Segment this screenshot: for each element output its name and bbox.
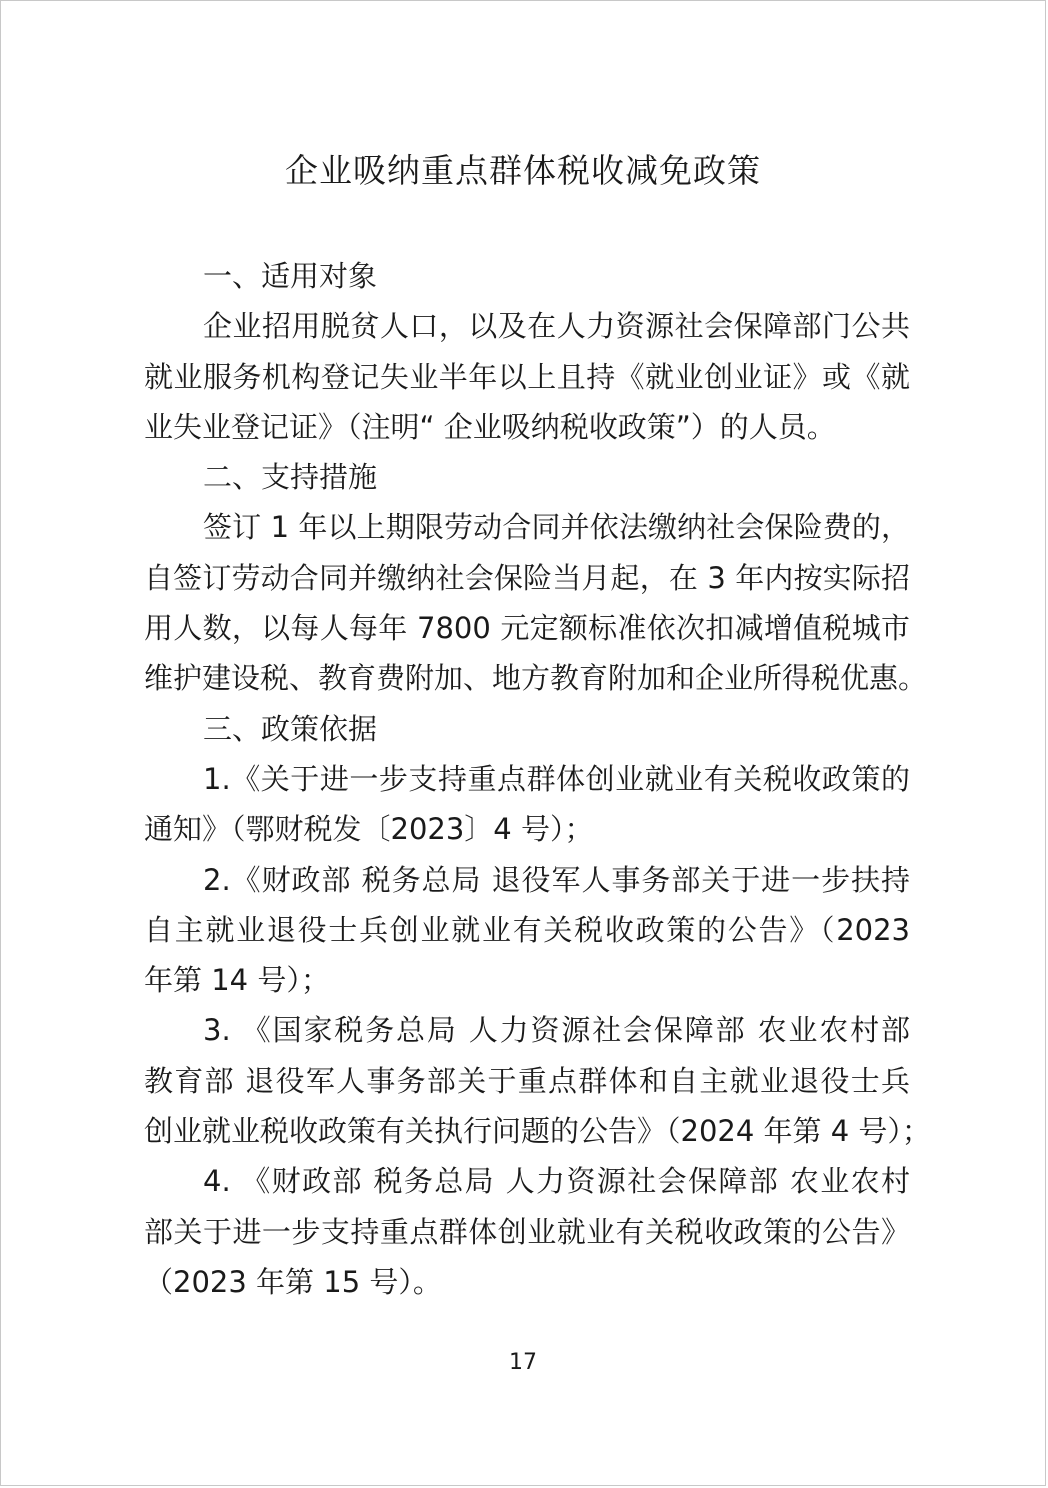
policy-item-line: 通知》（鄂财税发〔2023〕4 号）； (144, 812, 594, 847)
policy-item-line: 4. 《财政部 税务总局 人力资源社会保障部 农业农村 (203, 1164, 910, 1199)
paragraph-line: 签订 1 年以上期限劳动合同并依法缴纳社会保险费的， (203, 510, 910, 545)
policy-item-line: （2023 年第 15 号）。 (144, 1264, 442, 1299)
paragraph-line: 用人数，以每人每年 7800 元定额标准依次扣减增值税城市 (144, 611, 910, 646)
paragraph-line: 业失业登记证》（注明“ 企业吸纳税收政策”）的人员。 (144, 409, 836, 444)
policy-item-line: 部关于进一步支持重点群体创业就业有关税收政策的公告》 (144, 1214, 910, 1249)
policy-item-line: 创业就业税收政策有关执行问题的公告》（2024 年第 4 号）； (144, 1114, 931, 1149)
policy-item-line: 教育部 退役军人事务部关于重点群体和自主就业退役士兵 (144, 1063, 910, 1098)
paragraph-line: 自签订劳动合同并缴纳社会保险当月起，在 3 年内按实际招 (144, 560, 910, 595)
policy-item-line: 1.《关于进一步支持重点群体创业就业有关税收政策的 (203, 761, 910, 796)
section-heading-policy-basis: 三、政策依据 (203, 711, 378, 746)
section-heading-support-measures: 二、支持措施 (203, 460, 378, 495)
document-title: 企业吸纳重点群体税收减免政策 (285, 151, 761, 190)
paragraph-line: 维护建设税、教育费附加、地方教育附加和企业所得税优惠。 (144, 661, 928, 696)
document-body (144, 251, 931, 1307)
paragraph-line: 企业招用脱贫人口，以及在人力资源社会保障部门公共 (203, 309, 910, 344)
paragraph-line: 就业服务机构登记失业半年以上且持《就业创业证》或《就 (144, 359, 910, 394)
page-number: 17 (509, 1350, 537, 1375)
policy-item-line: 3. 《国家税务总局 人力资源社会保障部 农业农村部 (203, 1013, 910, 1048)
policy-item-line: 年第 14 号）； (144, 963, 330, 998)
policy-item-line: 2.《财政部 税务总局 退役军人事务部关于进一步扶持 (203, 862, 910, 897)
policy-item-line: 自主就业退役士兵创业就业有关税收政策的公告》（2023 (144, 912, 910, 947)
section-heading-applicable-targets: 一、适用对象 (203, 259, 378, 293)
